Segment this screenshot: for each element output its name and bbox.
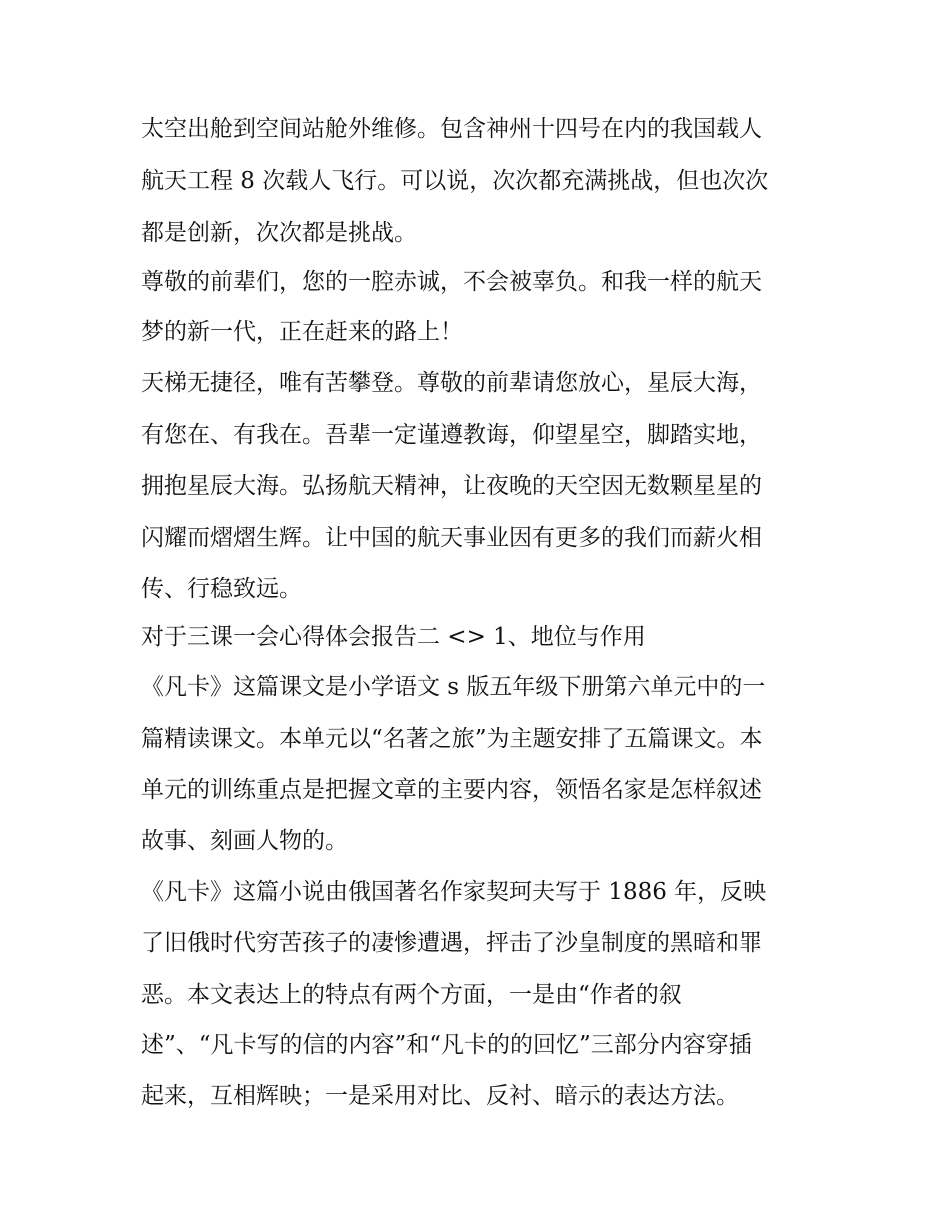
section-heading: 对于三课一会心得体会报告二 <> 1、地位与作用 — [141, 624, 646, 650]
text-line: 都是创新，次次都是挑战。 — [141, 220, 417, 246]
text-line: 篇精读课文。本单元以“名著之旅”为主题安排了五篇课文。本 — [141, 726, 763, 752]
text-line: 太空出舱到空间站舱外维修。包含神州十四号在内的我国载人 — [141, 116, 762, 142]
text-line: 航天工程 8 次载人飞行。可以说，次次都充满挑战，但也次次 — [141, 168, 769, 194]
text-line: 天梯无捷径，唯有苦攀登。尊敬的前辈请您放心，星辰大海， — [141, 370, 762, 396]
text-line: 闪耀而熠熠生辉。让中国的航天事业因有更多的我们而薪火相 — [141, 525, 762, 551]
text-line: 拥抱星辰大海。弘扬航天精神，让夜晚的天空因无数颗星星的 — [141, 473, 762, 499]
text-line: 尊敬的前辈们，您的一腔赤诚，不会被辜负。和我一样的航天 — [141, 269, 762, 295]
text-line: 恶。本文表达上的特点有两个方面，一是由“作者的叙 — [141, 982, 682, 1008]
text-line: 有您在、有我在。吾辈一定谨遵教诲，仰望星空，脚踏实地， — [141, 422, 762, 448]
text-line: 了旧俄时代穷苦孩子的凄惨遭遇，抨击了沙皇制度的黑暗和罪 — [141, 930, 762, 956]
text-line: 故事、刻画人物的。 — [141, 828, 348, 854]
text-line: 起来，互相辉映；一是采用对比、反衬、暗示的表达方法。 — [141, 1083, 739, 1109]
text-line: 梦的新一代，正在赶来的路上！ — [141, 319, 463, 345]
text-line: 《凡卡》这篇小说由俄国著名作家契珂夫写于 1886 年，反映 — [141, 879, 767, 905]
text-line: 《凡卡》这篇课文是小学语文 s 版五年级下册第六单元中的一 — [141, 674, 766, 700]
text-line: 述”、“凡卡写的信的内容”和“凡卡的的回忆”三部分内容穿插 — [141, 1032, 752, 1058]
text-line: 单元的训练重点是把握文章的主要内容，领悟名家是怎样叙述 — [141, 777, 762, 803]
text-line: 传、行稳致远。 — [141, 576, 302, 602]
